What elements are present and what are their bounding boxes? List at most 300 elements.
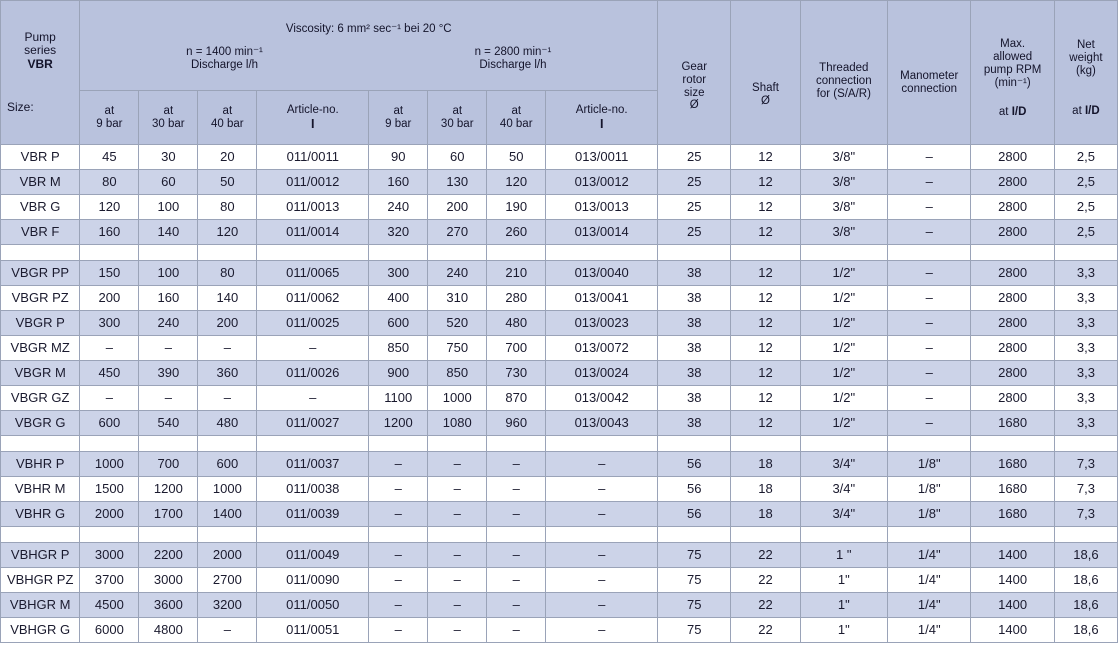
cell-value: 56 xyxy=(658,502,731,527)
cell-value: – xyxy=(139,386,198,411)
cell-value: 200 xyxy=(428,195,487,220)
cell-value: 450 xyxy=(80,361,139,386)
spacer-cell xyxy=(369,527,428,543)
cell-value: 1/2" xyxy=(800,261,887,286)
cell-value: – xyxy=(428,543,487,568)
header-size-label: Size: xyxy=(7,99,34,114)
cell-value: 80 xyxy=(198,261,257,286)
cell-value: 20 xyxy=(198,145,257,170)
cell-value: 011/0037 xyxy=(257,452,369,477)
cell-value: 1/2" xyxy=(800,361,887,386)
spacer-cell xyxy=(888,436,971,452)
cell-value: 850 xyxy=(428,361,487,386)
cell-value: 1680 xyxy=(971,452,1054,477)
cell-value: 56 xyxy=(658,477,731,502)
cell-value: – xyxy=(888,361,971,386)
table-row[interactable] xyxy=(1,361,1118,386)
cell-value: 56 xyxy=(658,452,731,477)
cell-value: 2000 xyxy=(80,502,139,527)
spacer-cell xyxy=(546,436,658,452)
header-g2-article-no: Article-no. I xyxy=(546,91,658,145)
table-row[interactable] xyxy=(1,311,1118,336)
cell-value: 1/2" xyxy=(800,311,887,336)
cell-value: 011/0049 xyxy=(257,543,369,568)
header-net-weight-line2: weight xyxy=(1069,51,1103,64)
cell-value: – xyxy=(487,477,546,502)
cell-value: 850 xyxy=(369,336,428,361)
cell-value: – xyxy=(428,502,487,527)
header-net-weight-line1: Net xyxy=(1076,38,1095,51)
cell-value: – xyxy=(198,618,257,643)
cell-pump-model: VBHR M xyxy=(1,477,80,502)
cell-value: 013/0072 xyxy=(546,336,658,361)
cell-value: 960 xyxy=(487,411,546,436)
table-row[interactable] xyxy=(1,411,1118,436)
header-gear-rotor-line2: rotor xyxy=(682,73,707,86)
header-shaft-diameter-icon: Ø xyxy=(760,94,770,107)
cell-value: 12 xyxy=(731,386,800,411)
cell-value: – xyxy=(428,477,487,502)
cell-value: 200 xyxy=(198,311,257,336)
cell-value: 3/4" xyxy=(800,477,887,502)
cell-value: 45 xyxy=(80,145,139,170)
cell-value: 520 xyxy=(428,311,487,336)
header-manometer-line1: Manometer xyxy=(900,69,959,82)
cell-value: 013/0024 xyxy=(546,361,658,386)
cell-value: 18,6 xyxy=(1054,543,1117,568)
table-header xyxy=(1,1,1118,145)
header-net-weight-line3: (kg) xyxy=(1076,64,1096,77)
cell-value: 25 xyxy=(658,170,731,195)
cell-value: 900 xyxy=(369,361,428,386)
cell-value: 013/0012 xyxy=(546,170,658,195)
spacer-cell xyxy=(428,436,487,452)
spacer-cell xyxy=(369,245,428,261)
cell-pump-model: VBGR P xyxy=(1,311,80,336)
cell-value: 300 xyxy=(80,311,139,336)
table-row[interactable] xyxy=(1,145,1118,170)
cell-value: – xyxy=(546,477,658,502)
table-row[interactable] xyxy=(1,618,1118,643)
header-pump-series-line2: series xyxy=(24,43,57,58)
cell-value: – xyxy=(257,336,369,361)
cell-value: 2,5 xyxy=(1054,145,1117,170)
spacer-cell xyxy=(800,436,887,452)
header-g2-at-30bar: at 30 bar xyxy=(428,91,487,145)
cell-value: 80 xyxy=(198,195,257,220)
cell-value: 011/0051 xyxy=(257,618,369,643)
cell-pump-model: VBR P xyxy=(1,145,80,170)
cell-value: 2800 xyxy=(971,261,1054,286)
cell-value: 150 xyxy=(80,261,139,286)
cell-value: 1080 xyxy=(428,411,487,436)
cell-value: – xyxy=(888,336,971,361)
header-net-weight xyxy=(1054,1,1117,145)
cell-value: 18 xyxy=(731,502,800,527)
cell-value: 013/0013 xyxy=(546,195,658,220)
header-g1-article-no: Article-no. I xyxy=(257,91,369,145)
cell-value: – xyxy=(487,543,546,568)
cell-value: 38 xyxy=(658,311,731,336)
cell-value: 240 xyxy=(139,311,198,336)
header-group1-block xyxy=(80,36,368,72)
cell-value: 60 xyxy=(139,170,198,195)
cell-value: 1/2" xyxy=(800,286,887,311)
cell-value: 22 xyxy=(731,543,800,568)
cell-value: 600 xyxy=(198,452,257,477)
table-spacer-row xyxy=(1,527,1118,543)
header-threaded-line2: connection xyxy=(815,75,872,88)
spacer-cell xyxy=(487,436,546,452)
cell-value: 75 xyxy=(658,543,731,568)
header-net-weight-id: I/D xyxy=(1084,105,1100,118)
spacer-cell xyxy=(80,436,139,452)
cell-value: 1400 xyxy=(198,502,257,527)
header-group2-discharge: Discharge l/h xyxy=(479,58,547,71)
cell-value: 011/0027 xyxy=(257,411,369,436)
cell-value: 100 xyxy=(139,195,198,220)
header-group1-discharge: Discharge l/h xyxy=(190,58,259,71)
cell-value: 3/8" xyxy=(800,145,887,170)
table-row[interactable] xyxy=(1,543,1118,568)
cell-value: – xyxy=(369,477,428,502)
cell-value: 160 xyxy=(80,220,139,245)
cell-value: 60 xyxy=(428,145,487,170)
cell-value: 2800 xyxy=(971,195,1054,220)
cell-value: 50 xyxy=(487,145,546,170)
cell-value: 18 xyxy=(731,477,800,502)
cell-value: 3200 xyxy=(198,593,257,618)
cell-value: – xyxy=(428,568,487,593)
cell-pump-model: VBHGR P xyxy=(1,543,80,568)
header-group2-block xyxy=(369,36,657,72)
cell-value: 12 xyxy=(731,361,800,386)
cell-value: 480 xyxy=(487,311,546,336)
cell-pump-model: VBHR P xyxy=(1,452,80,477)
cell-pump-model: VBGR PP xyxy=(1,261,80,286)
cell-pump-model: VBR M xyxy=(1,170,80,195)
cell-value: 1400 xyxy=(971,593,1054,618)
cell-pump-model: VBGR G xyxy=(1,411,80,436)
cell-value: – xyxy=(369,568,428,593)
cell-value: 2800 xyxy=(971,386,1054,411)
table-row[interactable] xyxy=(1,386,1118,411)
cell-value: 1680 xyxy=(971,502,1054,527)
cell-value: 1700 xyxy=(139,502,198,527)
header-pump-series-line1: Pump xyxy=(24,29,56,44)
cell-value: – xyxy=(428,618,487,643)
cell-value: 1/8" xyxy=(888,477,971,502)
cell-value: – xyxy=(487,502,546,527)
cell-value: 1/2" xyxy=(800,386,887,411)
cell-value: 270 xyxy=(428,220,487,245)
spacer-cell xyxy=(1,436,80,452)
cell-value: 1/8" xyxy=(888,452,971,477)
cell-value: 2800 xyxy=(971,220,1054,245)
spacer-cell xyxy=(731,436,800,452)
cell-value: 12 xyxy=(731,286,800,311)
cell-value: 2800 xyxy=(971,145,1054,170)
cell-value: – xyxy=(546,593,658,618)
cell-value: 210 xyxy=(487,261,546,286)
cell-value: 310 xyxy=(428,286,487,311)
cell-value: 240 xyxy=(428,261,487,286)
cell-value: 3,3 xyxy=(1054,261,1117,286)
cell-value: 3,3 xyxy=(1054,311,1117,336)
cell-value: – xyxy=(546,452,658,477)
cell-pump-model: VBR G xyxy=(1,195,80,220)
cell-value: – xyxy=(80,386,139,411)
cell-value: 1100 xyxy=(369,386,428,411)
cell-value: – xyxy=(546,543,658,568)
cell-value: 2200 xyxy=(139,543,198,568)
cell-value: 6000 xyxy=(80,618,139,643)
cell-value: 25 xyxy=(658,220,731,245)
cell-value: – xyxy=(888,286,971,311)
cell-value: 75 xyxy=(658,618,731,643)
header-manometer-line2: connection xyxy=(901,82,958,95)
cell-value: 480 xyxy=(198,411,257,436)
cell-value: 1680 xyxy=(971,477,1054,502)
cell-value: 25 xyxy=(658,195,731,220)
cell-value: 3600 xyxy=(139,593,198,618)
cell-value: 140 xyxy=(139,220,198,245)
cell-value: 390 xyxy=(139,361,198,386)
cell-value: 1000 xyxy=(80,452,139,477)
cell-value: 1 " xyxy=(800,543,887,568)
spacer-cell xyxy=(139,245,198,261)
header-gear-rotor-diameter-icon: Ø xyxy=(689,99,699,112)
cell-value: 38 xyxy=(658,361,731,386)
cell-value: 1200 xyxy=(369,411,428,436)
table-row[interactable] xyxy=(1,220,1118,245)
header-gear-rotor-line1: Gear xyxy=(681,60,708,73)
cell-value: 30 xyxy=(139,145,198,170)
cell-value: 38 xyxy=(658,286,731,311)
cell-value: 18 xyxy=(731,452,800,477)
cell-value: 2700 xyxy=(198,568,257,593)
table-spacer-row xyxy=(1,436,1118,452)
cell-value: 2800 xyxy=(971,311,1054,336)
cell-value: 3000 xyxy=(80,543,139,568)
cell-pump-model: VBHGR M xyxy=(1,593,80,618)
cell-value: 38 xyxy=(658,336,731,361)
spacer-cell xyxy=(546,245,658,261)
table-row[interactable] xyxy=(1,286,1118,311)
table-row[interactable] xyxy=(1,568,1118,593)
cell-value: 190 xyxy=(487,195,546,220)
table-spacer-row xyxy=(1,245,1118,261)
cell-value: 120 xyxy=(487,170,546,195)
cell-value: 700 xyxy=(139,452,198,477)
header-threaded-connection xyxy=(800,1,887,145)
cell-value: – xyxy=(369,502,428,527)
cell-value: 1400 xyxy=(971,618,1054,643)
spacer-cell xyxy=(888,245,971,261)
header-shaft-line1: Shaft xyxy=(752,81,779,94)
cell-value: 3,3 xyxy=(1054,386,1117,411)
spacer-cell xyxy=(546,527,658,543)
cell-value: 3,3 xyxy=(1054,411,1117,436)
cell-pump-model: VBR F xyxy=(1,220,80,245)
cell-value: 22 xyxy=(731,618,800,643)
cell-value: – xyxy=(487,452,546,477)
cell-pump-model: VBHGR G xyxy=(1,618,80,643)
spacer-cell xyxy=(1,245,80,261)
header-max-rpm-line3: pump RPM xyxy=(983,64,1042,77)
spacer-cell xyxy=(428,527,487,543)
cell-value: 240 xyxy=(369,195,428,220)
cell-value: – xyxy=(487,568,546,593)
spacer-cell xyxy=(658,527,731,543)
cell-value: 120 xyxy=(80,195,139,220)
cell-value: 013/0042 xyxy=(546,386,658,411)
cell-value: 75 xyxy=(658,593,731,618)
table-row[interactable] xyxy=(1,502,1118,527)
cell-value: 1500 xyxy=(80,477,139,502)
spacer-cell xyxy=(80,527,139,543)
spacer-cell xyxy=(888,527,971,543)
cell-value: 100 xyxy=(139,261,198,286)
cell-value: 12 xyxy=(731,336,800,361)
cell-value: – xyxy=(428,452,487,477)
cell-value: 013/0023 xyxy=(546,311,658,336)
spacer-cell xyxy=(257,527,369,543)
cell-value: 1" xyxy=(800,593,887,618)
cell-value: 38 xyxy=(658,386,731,411)
header-max-rpm-at: at xyxy=(998,105,1009,118)
cell-value: – xyxy=(198,336,257,361)
cell-pump-model: VBHR G xyxy=(1,502,80,527)
cell-value: 50 xyxy=(198,170,257,195)
cell-value: – xyxy=(888,195,971,220)
cell-value: – xyxy=(369,452,428,477)
cell-value: 260 xyxy=(487,220,546,245)
cell-value: 1/4" xyxy=(888,568,971,593)
header-max-rpm-line2: allowed xyxy=(993,51,1033,64)
cell-value: 1000 xyxy=(428,386,487,411)
cell-value: 12 xyxy=(731,170,800,195)
header-g1-at-40bar: at 40 bar xyxy=(198,91,257,145)
cell-value: 2000 xyxy=(198,543,257,568)
cell-pump-model: VBHGR PZ xyxy=(1,568,80,593)
cell-value: 12 xyxy=(731,311,800,336)
spacer-cell xyxy=(257,436,369,452)
table-row[interactable] xyxy=(1,452,1118,477)
cell-value: 3000 xyxy=(139,568,198,593)
cell-value: 38 xyxy=(658,261,731,286)
cell-value: 1" xyxy=(800,618,887,643)
spacer-cell xyxy=(1054,436,1117,452)
header-gear-rotor-size xyxy=(658,1,731,145)
cell-value: 3/8" xyxy=(800,170,887,195)
cell-value: 4800 xyxy=(139,618,198,643)
cell-value: 7,3 xyxy=(1054,502,1117,527)
header-g1-at-9bar: at 9 bar xyxy=(80,91,139,145)
cell-value: 12 xyxy=(731,220,800,245)
cell-value: 18,6 xyxy=(1054,618,1117,643)
cell-value: 011/0012 xyxy=(257,170,369,195)
cell-value: 7,3 xyxy=(1054,452,1117,477)
header-max-rpm-line4: (min⁻¹) xyxy=(994,76,1031,89)
cell-value: 25 xyxy=(658,145,731,170)
cell-value: – xyxy=(139,336,198,361)
header-group1-rpm: n = 1400 min⁻¹ xyxy=(186,46,263,59)
cell-value: 600 xyxy=(369,311,428,336)
cell-value: 750 xyxy=(428,336,487,361)
cell-value: 1/4" xyxy=(888,593,971,618)
cell-value: 011/0065 xyxy=(257,261,369,286)
cell-value: 3,3 xyxy=(1054,286,1117,311)
cell-value: 700 xyxy=(487,336,546,361)
cell-value: 300 xyxy=(369,261,428,286)
cell-value: 011/0026 xyxy=(257,361,369,386)
cell-value: – xyxy=(546,502,658,527)
cell-value: 1200 xyxy=(139,477,198,502)
spacer-cell xyxy=(139,527,198,543)
spacer-cell xyxy=(257,245,369,261)
cell-value: – xyxy=(888,170,971,195)
cell-value: 22 xyxy=(731,593,800,618)
header-pump-series xyxy=(1,1,80,145)
table-row[interactable] xyxy=(1,593,1118,618)
cell-value: 140 xyxy=(198,286,257,311)
table-row[interactable] xyxy=(1,261,1118,286)
cell-value: – xyxy=(546,568,658,593)
header-max-rpm-line1: Max. xyxy=(1000,38,1026,51)
cell-value: 12 xyxy=(731,145,800,170)
cell-value: 120 xyxy=(198,220,257,245)
spacer-cell xyxy=(428,245,487,261)
cell-value: 870 xyxy=(487,386,546,411)
spacer-cell xyxy=(658,436,731,452)
cell-value: – xyxy=(198,386,257,411)
cell-value: – xyxy=(369,618,428,643)
spacer-cell xyxy=(1054,245,1117,261)
cell-value: 90 xyxy=(369,145,428,170)
cell-value: – xyxy=(369,543,428,568)
cell-value: 2800 xyxy=(971,170,1054,195)
cell-value: 38 xyxy=(658,411,731,436)
spacer-cell xyxy=(139,436,198,452)
table-row[interactable] xyxy=(1,336,1118,361)
cell-value: 1/8" xyxy=(888,502,971,527)
cell-value: 320 xyxy=(369,220,428,245)
table-row[interactable] xyxy=(1,195,1118,220)
header-gear-rotor-line3: size xyxy=(684,86,705,99)
header-threaded-line1: Threaded xyxy=(819,62,869,75)
cell-value: 12 xyxy=(731,261,800,286)
cell-value: – xyxy=(80,336,139,361)
cell-value: 011/0038 xyxy=(257,477,369,502)
cell-value: 1400 xyxy=(971,543,1054,568)
table-row[interactable] xyxy=(1,170,1118,195)
spacer-cell xyxy=(800,245,887,261)
header-row-top xyxy=(1,1,1118,91)
cell-pump-model: VBGR PZ xyxy=(1,286,80,311)
cell-value: 130 xyxy=(428,170,487,195)
cell-pump-model: VBGR GZ xyxy=(1,386,80,411)
header-manometer-connection xyxy=(888,1,971,145)
cell-value: 600 xyxy=(80,411,139,436)
cell-value: – xyxy=(487,593,546,618)
cell-value: – xyxy=(888,411,971,436)
header-pump-series-line3: VBR xyxy=(27,56,53,71)
cell-value: – xyxy=(369,593,428,618)
table-row[interactable] xyxy=(1,477,1118,502)
spacer-cell xyxy=(198,436,257,452)
cell-value: 200 xyxy=(80,286,139,311)
